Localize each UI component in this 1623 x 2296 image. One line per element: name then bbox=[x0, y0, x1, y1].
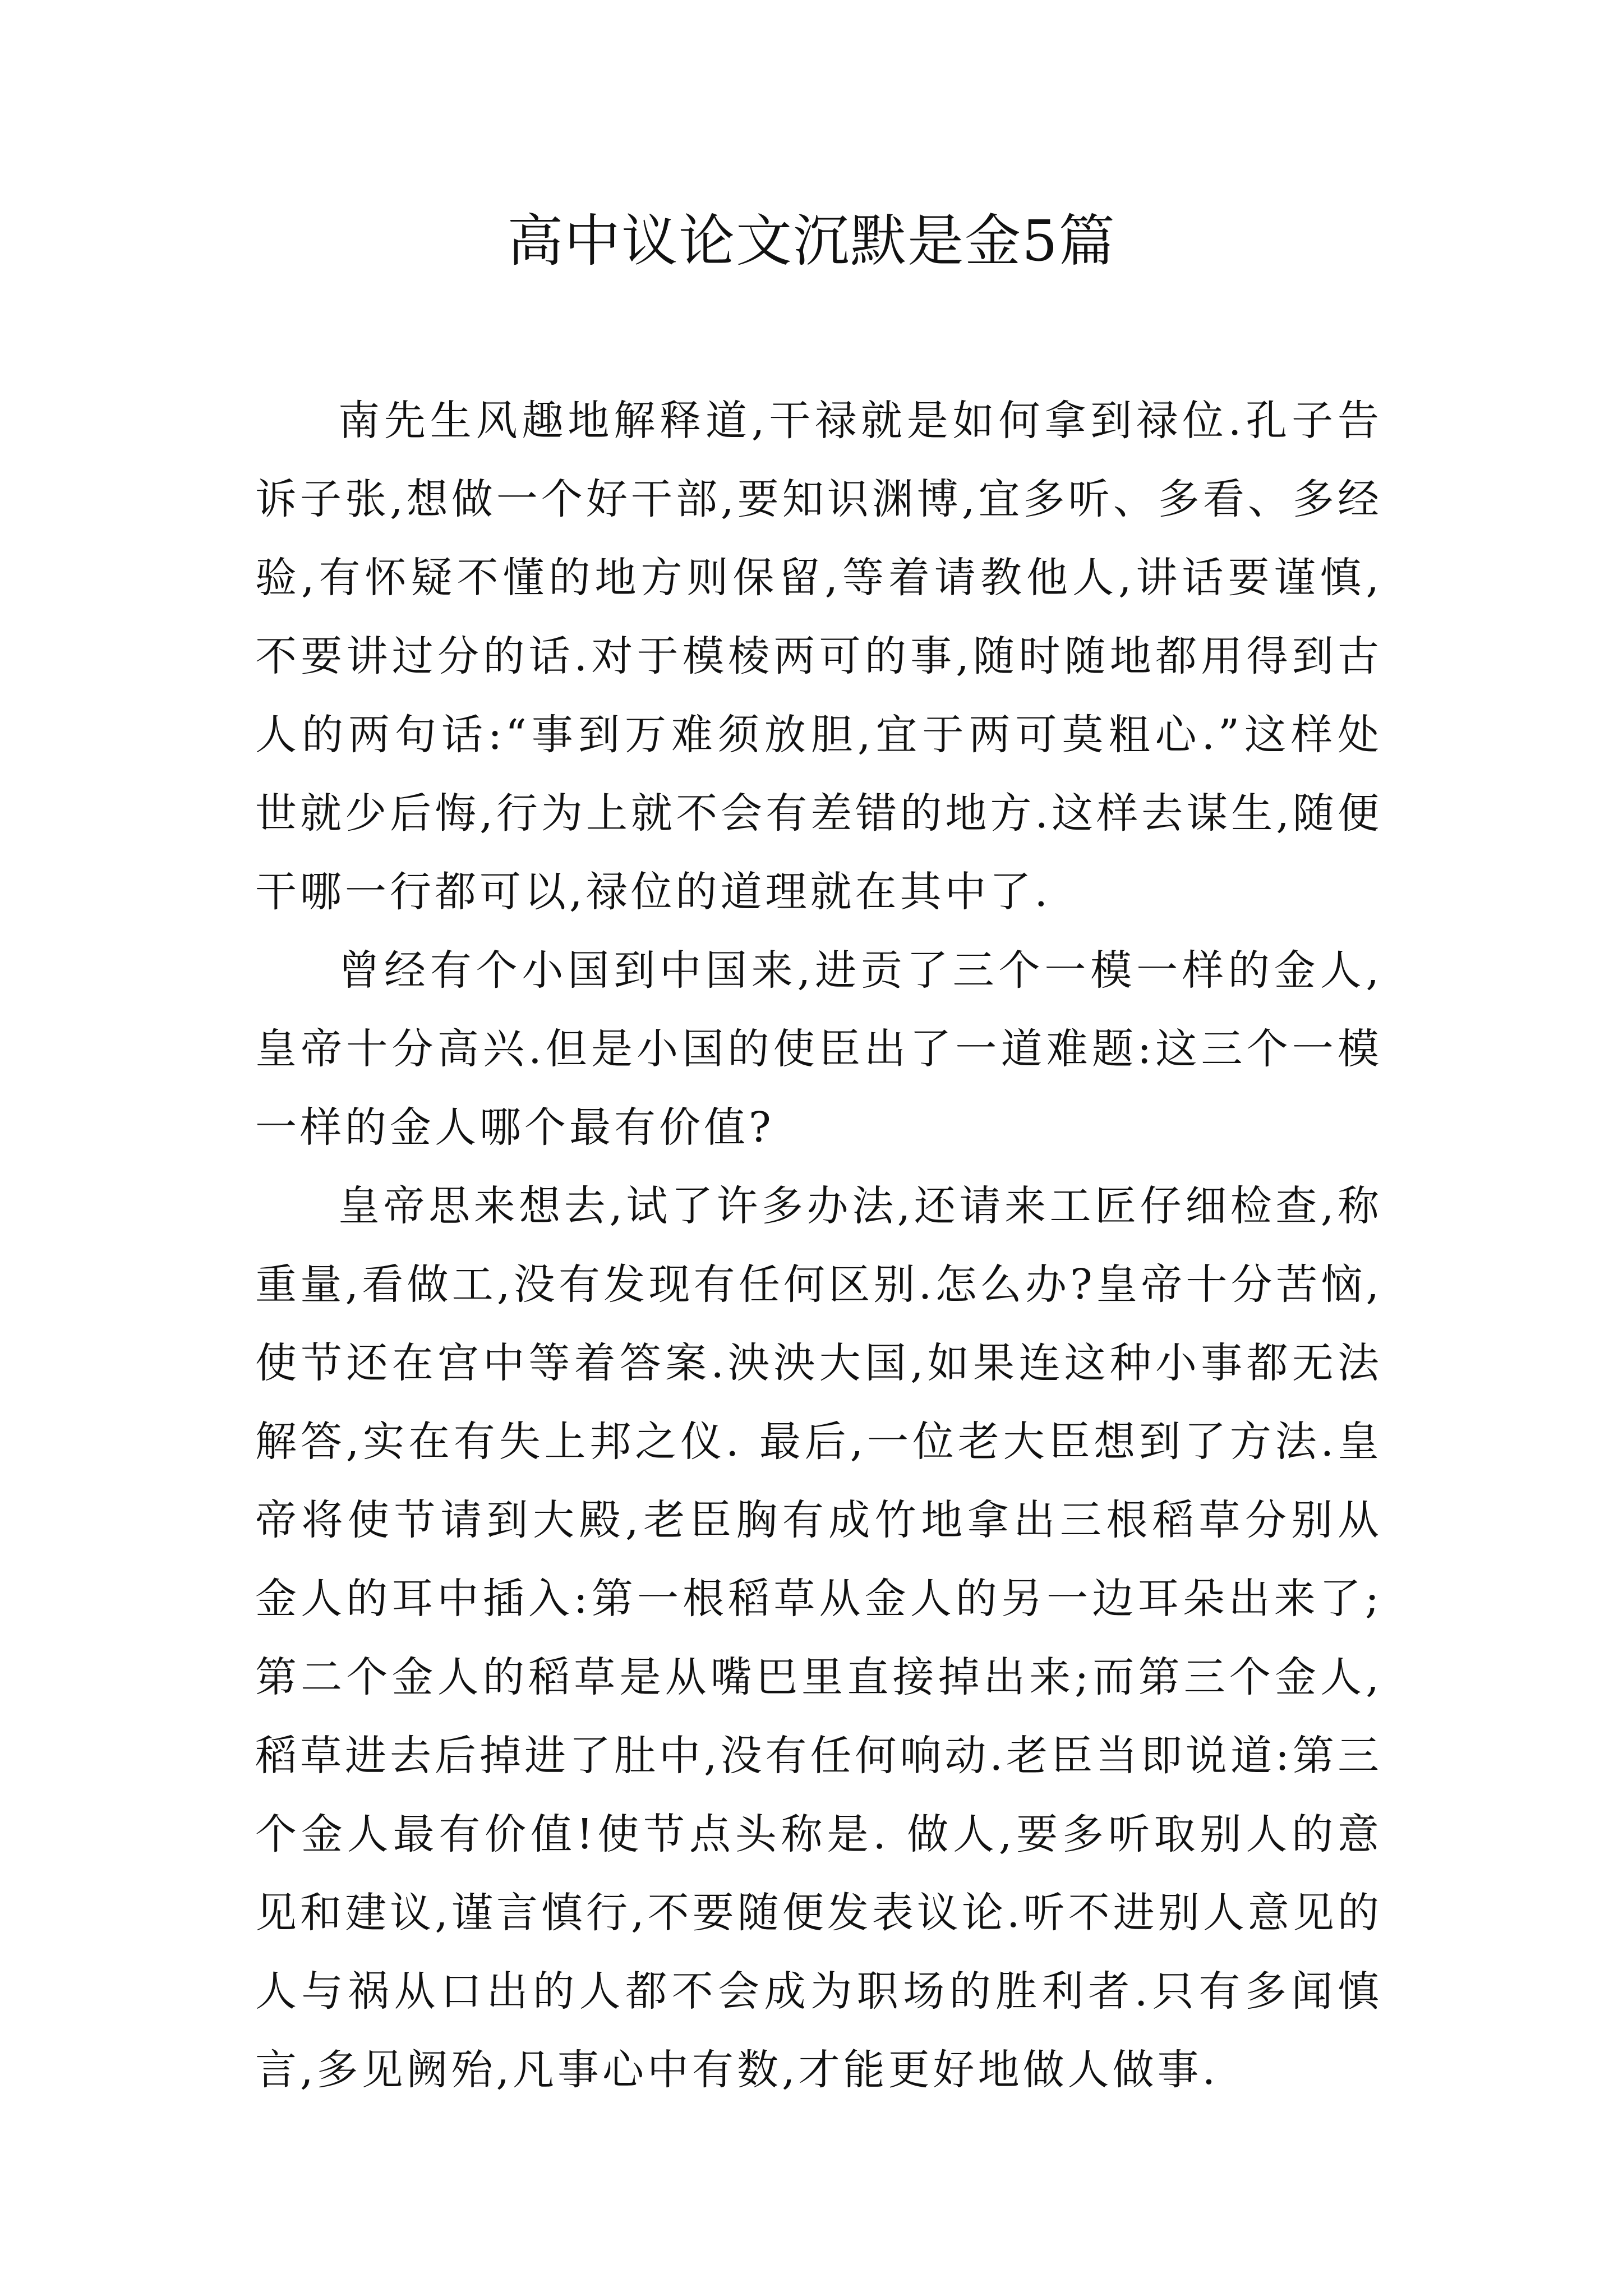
paragraph-2: 曾经有个小国到中国来,进贡了三个一模一样的金人,皇帝十分高兴.但是小国的使臣出了一道难题:这三个一模一样的金人哪个最有价值? bbox=[255, 946, 1382, 1152]
document-title: 高中议论文沉默是金5篇 bbox=[507, 208, 1116, 274]
paragraph-1: 南先生风趣地解释道,干禄就是如何拿到禄位.孔子告诉子张,想做一个好干部,要知识渊博,宜多听、多看、多经验,有怀疑不懂的地方则保留,等着请教他人,讲话要谨慎,不要讲过分的话.对于模棱两可的事,随时随地都用得到古人的两句话:“事到万难须放胆,宜于两可莫粗心.”这样处世就少后悔,行为上就不会有差错的地方.这样去谋生,随便干哪一行都可以,禄位的道理就在其中了. bbox=[255, 397, 1382, 916]
document-body bbox=[255, 381, 1382, 2109]
paragraph-3: 皇帝思来想去,试了许多办法,还请来工匠仔细检查,称重量,看做工,没有发现有任何区别.怎么办?皇帝十分苦恼,使节还在宫中等着答案.泱泱大国,如果连这种小事都无法解答,实在有失上邦之仪. 最后,一位老大臣想到了方法.皇帝将使节请到大殿,老臣胸有成竹地拿出三根稻草分别从金人的耳中插入:第一根稻草从金人的另一边耳朵出来了;第二个金人的稻草是从嘴巴里直接掉出来;而第三个金人,稻草进去后掉进了肚中,没有任何响动.老臣当即说道:第三个金人最有价值!使节点头称是. 做人,要多听取别人的意见和建议,谨言慎行,不要随便发表议论.听不进别人意见的人与祸从口出的人都不会成为职场的胜利者.只有多闻慎言,多见阙殆,凡事心中有数,才能更好地做人做事. bbox=[255, 1182, 1382, 2094]
